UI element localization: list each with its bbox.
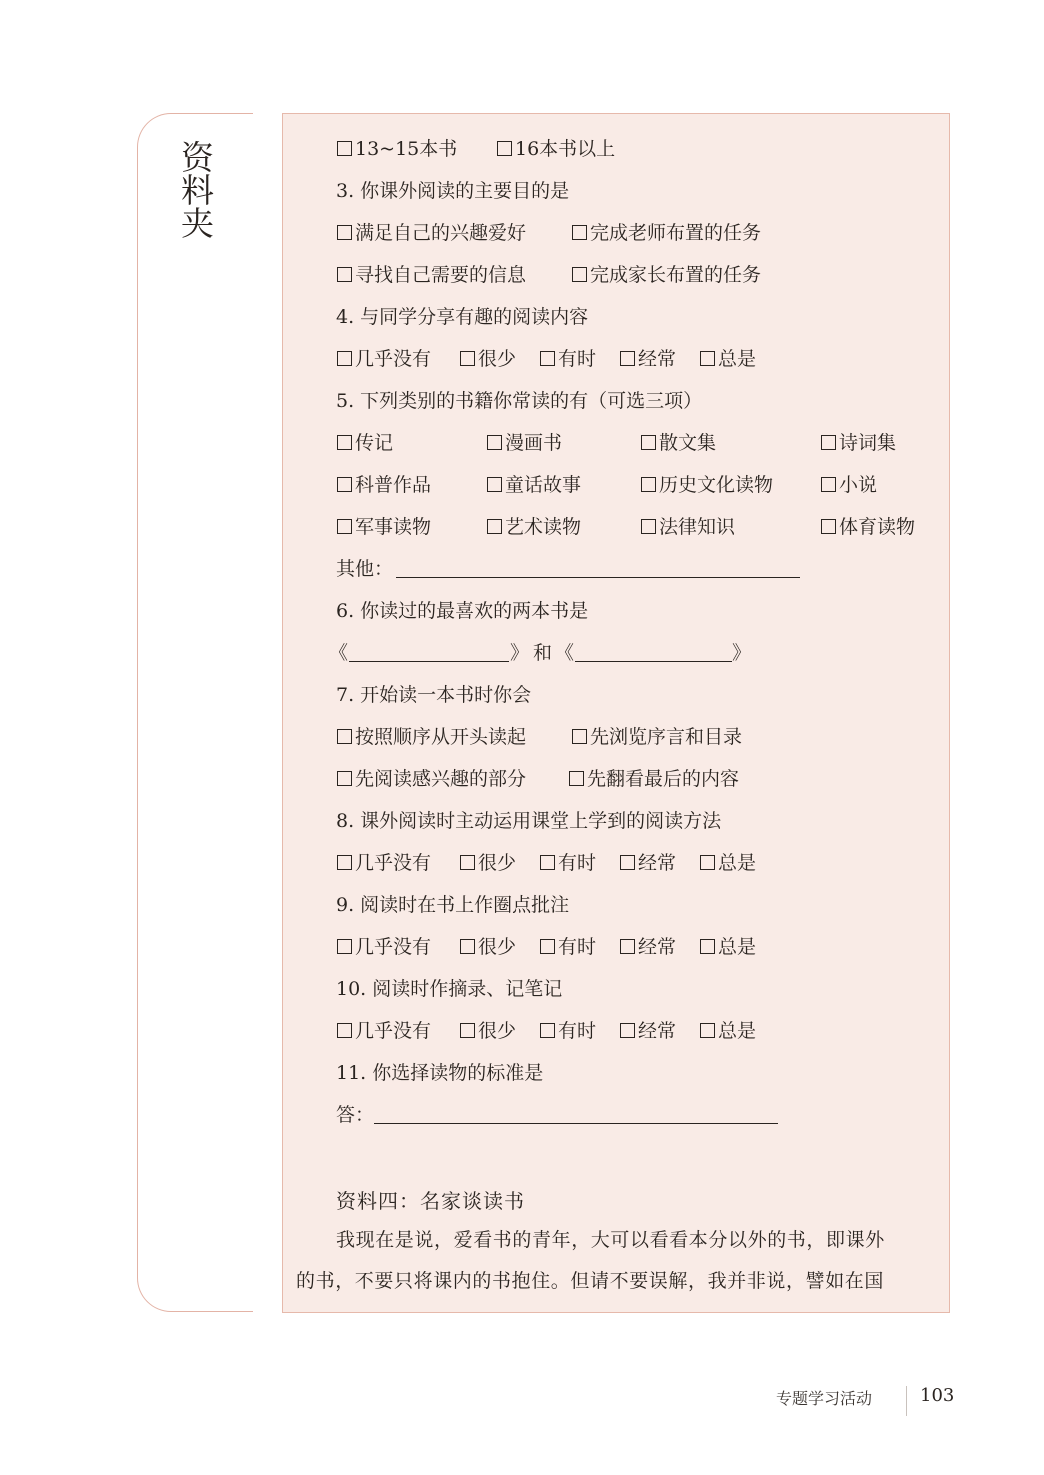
option-checkbox[interactable] bbox=[337, 725, 526, 749]
option-label: 传记 bbox=[355, 432, 394, 454]
option-checkbox[interactable] bbox=[700, 935, 756, 959]
sidebar-tab bbox=[137, 113, 253, 1312]
checkbox-icon[interactable] bbox=[337, 477, 352, 492]
option-checkbox[interactable] bbox=[487, 431, 562, 455]
other-answer-line[interactable] bbox=[396, 577, 800, 578]
option-label: 小说 bbox=[839, 474, 878, 496]
option-checkbox[interactable] bbox=[572, 263, 761, 287]
option-label: 历史文化读物 bbox=[659, 474, 774, 496]
book-open-bracket: 《 bbox=[555, 642, 575, 664]
content-panel bbox=[282, 113, 950, 1313]
checkbox-icon[interactable] bbox=[572, 729, 587, 744]
other-label: 其他： bbox=[336, 558, 394, 580]
option-label: 先阅读感兴趣的部分 bbox=[355, 768, 527, 790]
option-checkbox[interactable] bbox=[337, 851, 431, 875]
checkbox-icon[interactable] bbox=[337, 729, 352, 744]
checkbox-icon[interactable] bbox=[620, 855, 635, 870]
option-label: 诗词集 bbox=[839, 432, 897, 454]
option-label: 几乎没有 bbox=[355, 936, 432, 958]
checkbox-icon[interactable] bbox=[540, 939, 555, 954]
option-label: 总是 bbox=[718, 1020, 757, 1042]
question-7: 7. 开始读一本书时你会 bbox=[336, 684, 532, 706]
option-checkbox[interactable] bbox=[620, 1019, 676, 1043]
checkbox-icon[interactable] bbox=[540, 1023, 555, 1038]
checkbox-icon[interactable] bbox=[460, 939, 475, 954]
option-label: 体育读物 bbox=[839, 516, 916, 538]
option-label: 几乎没有 bbox=[355, 852, 432, 874]
checkbox-icon[interactable] bbox=[487, 519, 502, 534]
book-close-bracket: 》 bbox=[510, 642, 530, 664]
checkbox-icon[interactable] bbox=[700, 939, 715, 954]
checkbox-icon[interactable] bbox=[337, 1023, 352, 1038]
option-checkbox[interactable] bbox=[337, 767, 526, 791]
checkbox-icon[interactable] bbox=[700, 351, 715, 366]
checkbox-icon[interactable] bbox=[487, 435, 502, 450]
option-label: 很少 bbox=[478, 852, 517, 874]
option-checkbox[interactable] bbox=[700, 1019, 756, 1043]
option-checkbox[interactable] bbox=[487, 473, 581, 497]
option-label: 完成老师布置的任务 bbox=[590, 222, 762, 244]
option-label: 总是 bbox=[718, 852, 757, 874]
option-label: 满足自己的兴趣爱好 bbox=[355, 222, 527, 244]
option-checkbox[interactable] bbox=[641, 431, 716, 455]
footer-divider bbox=[906, 1386, 907, 1416]
book-title-line-2[interactable] bbox=[575, 661, 732, 662]
option-label: 16本书以上 bbox=[515, 138, 616, 160]
option-checkbox[interactable] bbox=[821, 473, 877, 497]
option-label: 军事读物 bbox=[355, 516, 432, 538]
checkbox-icon[interactable] bbox=[821, 435, 836, 450]
option-checkbox[interactable] bbox=[821, 515, 915, 539]
checkbox-icon[interactable] bbox=[497, 141, 512, 156]
question-3: 3. 你课外阅读的主要目的是 bbox=[336, 180, 570, 202]
option-checkbox[interactable] bbox=[337, 347, 431, 371]
checkbox-icon[interactable] bbox=[641, 435, 656, 450]
option-label: 总是 bbox=[718, 348, 757, 370]
book-open-bracket: 《 bbox=[329, 642, 349, 664]
option-checkbox[interactable] bbox=[460, 851, 516, 875]
option-label: 先翻看最后的内容 bbox=[587, 768, 740, 790]
answer-label: 答： bbox=[336, 1104, 375, 1126]
checkbox-icon[interactable] bbox=[821, 519, 836, 534]
option-checkbox[interactable] bbox=[540, 851, 596, 875]
checkbox-icon[interactable] bbox=[337, 519, 352, 534]
option-label: 很少 bbox=[478, 1020, 517, 1042]
option-label: 很少 bbox=[478, 936, 517, 958]
option-label: 很少 bbox=[478, 348, 517, 370]
question-6: 6. 你读过的最喜欢的两本书是 bbox=[336, 600, 589, 622]
option-label: 先浏览序言和目录 bbox=[590, 726, 743, 748]
option-checkbox[interactable] bbox=[572, 725, 742, 749]
paragraph-line: 的书，不要只将课内的书抱住。但请不要误解，我并非说，譬如在国 bbox=[296, 1270, 885, 1292]
option-label: 有时 bbox=[558, 936, 597, 958]
question-4: 4. 与同学分享有趣的阅读内容 bbox=[336, 306, 589, 328]
option-checkbox[interactable] bbox=[540, 1019, 596, 1043]
checkbox-icon[interactable] bbox=[540, 351, 555, 366]
paragraph-line: 我现在是说，爱看书的青年，大可以看看本分以外的书，即课外 bbox=[336, 1229, 885, 1251]
option-checkbox[interactable] bbox=[540, 347, 596, 371]
book-close-bracket: 》 bbox=[732, 642, 752, 664]
checkbox-icon[interactable] bbox=[641, 477, 656, 492]
page-number: 103 bbox=[920, 1385, 955, 1406]
option-label: 几乎没有 bbox=[355, 348, 432, 370]
option-label: 经常 bbox=[638, 348, 677, 370]
footer-section-title: 专题学习活动 bbox=[776, 1389, 873, 1408]
option-checkbox[interactable] bbox=[641, 473, 773, 497]
option-checkbox[interactable] bbox=[337, 221, 526, 245]
checkbox-icon[interactable] bbox=[620, 939, 635, 954]
question-5: 5. 下列类别的书籍你常读的有（可选三项） bbox=[336, 390, 703, 412]
option-label: 总是 bbox=[718, 936, 757, 958]
option-checkbox[interactable] bbox=[821, 431, 896, 455]
option-checkbox[interactable] bbox=[337, 137, 457, 161]
option-label: 经常 bbox=[638, 936, 677, 958]
option-checkbox[interactable] bbox=[337, 515, 431, 539]
option-checkbox[interactable] bbox=[487, 515, 581, 539]
book-title-line-1[interactable] bbox=[349, 661, 509, 662]
option-checkbox[interactable] bbox=[569, 767, 739, 791]
option-checkbox[interactable] bbox=[700, 347, 756, 371]
checkbox-icon[interactable] bbox=[337, 225, 352, 240]
option-label: 有时 bbox=[558, 348, 597, 370]
question-11: 11. 你选择读物的标准是 bbox=[336, 1062, 544, 1084]
question-9: 9. 阅读时在书上作圈点批注 bbox=[336, 894, 570, 916]
checkbox-icon[interactable] bbox=[572, 267, 587, 282]
option-checkbox[interactable] bbox=[620, 851, 676, 875]
option-checkbox[interactable] bbox=[620, 935, 676, 959]
option-label: 童话故事 bbox=[505, 474, 582, 496]
checkbox-icon[interactable] bbox=[620, 351, 635, 366]
option-label: 漫画书 bbox=[505, 432, 563, 454]
checkbox-icon[interactable] bbox=[540, 855, 555, 870]
option-checkbox[interactable] bbox=[337, 1019, 431, 1043]
checkbox-icon[interactable] bbox=[700, 1023, 715, 1038]
option-checkbox[interactable] bbox=[641, 515, 735, 539]
option-label: 法律知识 bbox=[659, 516, 736, 538]
option-label: 经常 bbox=[638, 852, 677, 874]
option-label: 几乎没有 bbox=[355, 1020, 432, 1042]
answer-line[interactable] bbox=[374, 1123, 778, 1124]
option-checkbox[interactable] bbox=[460, 347, 516, 371]
option-label: 按照顺序从开头读起 bbox=[355, 726, 527, 748]
checkbox-icon[interactable] bbox=[337, 351, 352, 366]
option-checkbox[interactable] bbox=[460, 935, 516, 959]
option-checkbox[interactable] bbox=[337, 431, 393, 455]
checkbox-icon[interactable] bbox=[337, 771, 352, 786]
checkbox-icon[interactable] bbox=[337, 267, 352, 282]
option-label: 科普作品 bbox=[355, 474, 432, 496]
checkbox-icon[interactable] bbox=[337, 141, 352, 156]
option-label: 有时 bbox=[558, 852, 597, 874]
option-label: 寻找自己需要的信息 bbox=[355, 264, 527, 286]
section-heading: 资料四：名家谈读书 bbox=[336, 1189, 525, 1213]
sidebar-title: 资料夹 bbox=[176, 140, 215, 239]
option-checkbox[interactable] bbox=[700, 851, 756, 875]
question-8: 8. 课外阅读时主动运用课堂上学到的阅读方法 bbox=[336, 810, 722, 832]
question-10: 10. 阅读时作摘录、记笔记 bbox=[336, 978, 563, 1000]
option-label: 有时 bbox=[558, 1020, 597, 1042]
option-label: 艺术读物 bbox=[505, 516, 582, 538]
option-label: 13~15本书 bbox=[355, 138, 458, 160]
checkbox-icon[interactable] bbox=[572, 225, 587, 240]
option-checkbox[interactable] bbox=[572, 221, 761, 245]
checkbox-icon[interactable] bbox=[337, 435, 352, 450]
option-checkbox[interactable] bbox=[460, 1019, 516, 1043]
checkbox-icon[interactable] bbox=[337, 855, 352, 870]
checkbox-icon[interactable] bbox=[460, 855, 475, 870]
checkbox-icon[interactable] bbox=[641, 519, 656, 534]
checkbox-icon[interactable] bbox=[620, 1023, 635, 1038]
checkbox-icon[interactable] bbox=[337, 939, 352, 954]
option-checkbox[interactable] bbox=[620, 347, 676, 371]
option-checkbox[interactable] bbox=[337, 263, 526, 287]
book-join-word: 和 bbox=[533, 642, 553, 664]
option-checkbox[interactable] bbox=[337, 935, 431, 959]
option-checkbox[interactable] bbox=[540, 935, 596, 959]
option-checkbox[interactable] bbox=[497, 137, 615, 161]
checkbox-icon[interactable] bbox=[460, 351, 475, 366]
checkbox-icon[interactable] bbox=[460, 1023, 475, 1038]
option-label: 散文集 bbox=[659, 432, 717, 454]
option-label: 完成家长布置的任务 bbox=[590, 264, 762, 286]
option-checkbox[interactable] bbox=[337, 473, 431, 497]
checkbox-icon[interactable] bbox=[569, 771, 584, 786]
checkbox-icon[interactable] bbox=[821, 477, 836, 492]
checkbox-icon[interactable] bbox=[487, 477, 502, 492]
checkbox-icon[interactable] bbox=[700, 855, 715, 870]
option-label: 经常 bbox=[638, 1020, 677, 1042]
